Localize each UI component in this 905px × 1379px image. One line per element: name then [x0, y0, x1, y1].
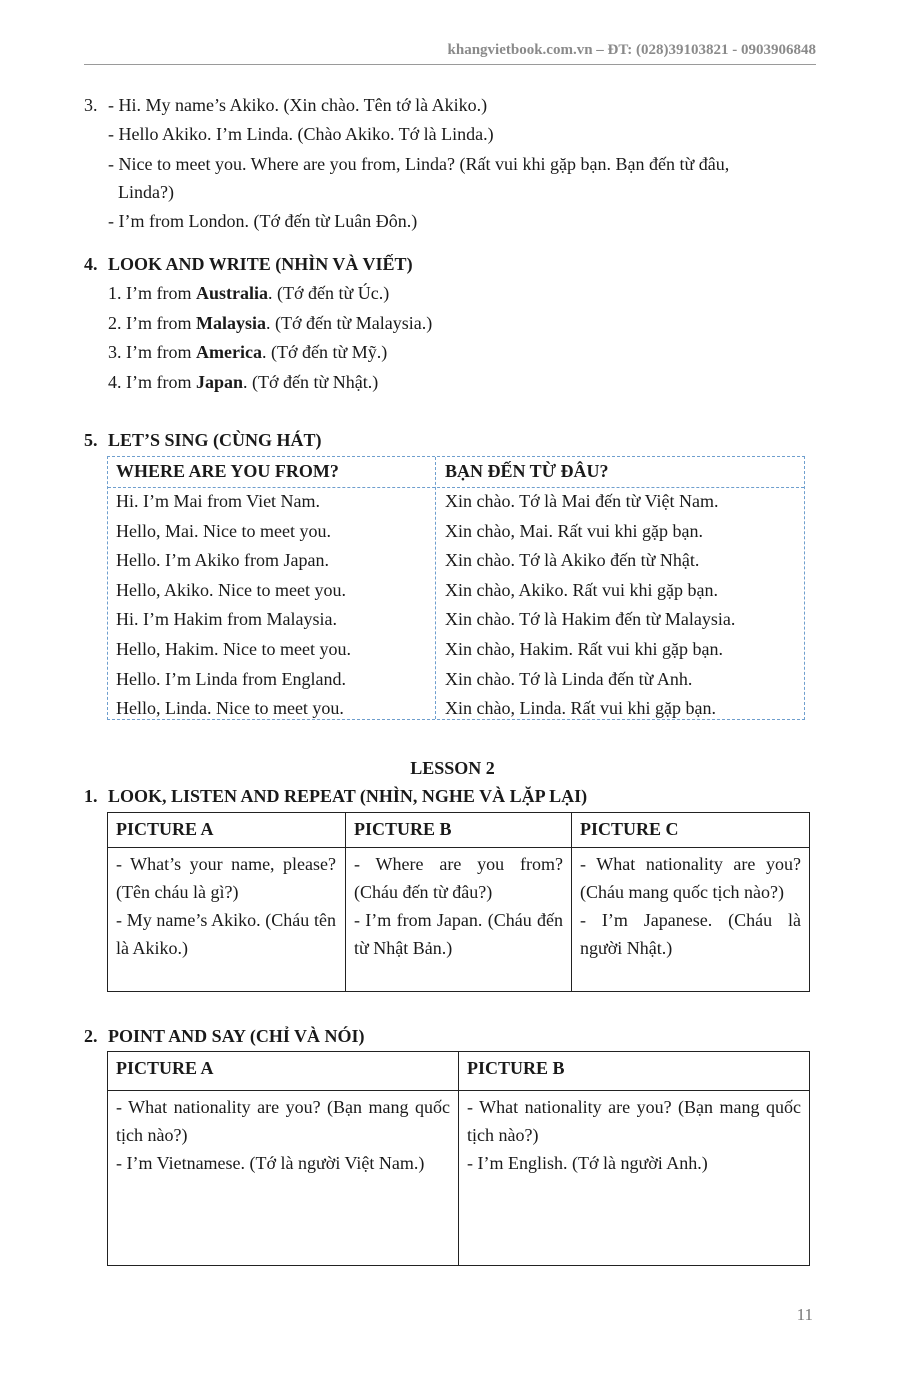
section-number: 1. — [84, 786, 98, 806]
song-line-vi: Xin chào. Tớ là Mai đến từ Việt Nam. — [445, 491, 719, 511]
song-header-vi: BẠN ĐẾN TỪ ĐÂU? — [445, 461, 609, 481]
picture-b-dialogue: - What nationality are you? (Bạn mang quốc tịch nào?) - I’m English. (Tớ là người Anh.) — [467, 1097, 801, 1173]
section-5-heading — [84, 430, 322, 451]
dialogue-line: - Hello Akiko. I’m Linda. (Chào Akiko. Tớ là Linda.) — [108, 124, 494, 144]
section-title: LET’S SING (CÙNG HÁT) — [108, 430, 322, 450]
section-title: POINT AND SAY (CHỈ VÀ NÓI) — [108, 1026, 365, 1046]
song-line-vi: Xin chào, Akiko. Rất vui khi gặp bạn. — [445, 580, 718, 600]
section-number: 4. — [84, 254, 98, 274]
header-site-info: khangvietbook.com.vn – ĐT: (028)39103821 - 0903906848 — [447, 42, 816, 58]
lesson-title: LESSON 2 — [410, 758, 495, 778]
section-number: 2. — [84, 1026, 98, 1046]
picture-c-dialogue: - What nationality are you? (Cháu mang quốc tịch nào?) - I’m Japanese. (Cháu là người Nhật.) — [580, 854, 801, 958]
lesson2-section-1-heading — [84, 786, 587, 807]
section-title: LOOK AND WRITE (NHÌN VÀ VIẾT) — [108, 254, 413, 274]
picture-table-1 — [107, 812, 810, 992]
answer-item: 3. I’m from America. (Tớ đến từ Mỹ.) — [108, 342, 388, 362]
section-title: LOOK, LISTEN AND REPEAT (NHÌN, NGHE VÀ LẶP LẠI) — [108, 786, 588, 806]
dialogue-line: Linda?) — [118, 182, 174, 202]
picture-b-header: PICTURE B — [354, 819, 452, 839]
answer-item: 4. I’m from Japan. (Tớ đến từ Nhật.) — [108, 372, 379, 392]
dialogue-line: - I’m from London. (Tớ đến từ Luân Đôn.) — [108, 211, 418, 231]
page-header — [84, 40, 816, 65]
song-line-en: Hello, Linda. Nice to meet you. — [116, 698, 344, 718]
song-line-vi: Xin chào. Tớ là Hakim đến từ Malaysia. — [445, 609, 736, 629]
song-line-vi: Xin chào. Tớ là Akiko đến từ Nhật. — [445, 550, 700, 570]
lesson2-section-2-heading — [84, 1026, 365, 1047]
song-line-en: Hello, Akiko. Nice to meet you. — [116, 580, 346, 600]
section-4-heading — [84, 254, 413, 275]
song-line-vi: Xin chào, Hakim. Rất vui khi gặp bạn. — [445, 639, 723, 659]
dialogue-line: - Hi. My name’s Akiko. (Xin chào. Tên tớ là Akiko.) — [108, 95, 488, 115]
picture-c-header: PICTURE C — [580, 819, 679, 839]
song-line-en: Hi. I’m Hakim from Malaysia. — [116, 609, 337, 629]
picture-a-dialogue: - What’s your name, please? (Tên cháu là gì?) - My name’s Akiko. (Cháu tên là Akiko.) — [116, 854, 336, 958]
song-line-en: Hi. I’m Mai from Viet Nam. — [116, 491, 321, 511]
picture-table-2 — [107, 1051, 810, 1266]
song-line-en: Hello, Mai. Nice to meet you. — [116, 521, 331, 541]
answer-item: 1. I’m from Australia. (Tớ đến từ Úc.) — [108, 283, 390, 303]
song-header-en: WHERE ARE YOU FROM? — [116, 461, 339, 481]
song-line-en: Hello. I’m Akiko from Japan. — [116, 550, 329, 570]
song-line-vi: Xin chào, Linda. Rất vui khi gặp bạn. — [445, 698, 716, 718]
song-line-en: Hello, Hakim. Nice to meet you. — [116, 639, 351, 659]
section-number: 5. — [84, 430, 98, 450]
song-line-vi: Xin chào. Tớ là Linda đến từ Anh. — [445, 669, 693, 689]
song-table — [107, 456, 805, 720]
page-number: 11 — [796, 1305, 813, 1324]
picture-a-header: PICTURE A — [116, 819, 214, 839]
song-line-vi: Xin chào, Mai. Rất vui khi gặp bạn. — [445, 521, 703, 541]
song-line-en: Hello. I’m Linda from England. — [116, 669, 346, 689]
picture-a-header: PICTURE A — [116, 1058, 214, 1078]
picture-b-dialogue: - Where are you from? (Cháu đến từ đâu?) - I’m from Japan. (Cháu đến từ Nhật Bản.) — [354, 854, 563, 958]
dialogue-line: - Nice to meet you. Where are you from, Linda? (Rất vui khi gặp bạn. Bạn đến từ đâu, — [108, 154, 730, 174]
picture-b-header: PICTURE B — [467, 1058, 565, 1078]
picture-a-dialogue: - What nationality are you? (Bạn mang quốc tịch nào?) - I’m Vietnamese. (Tớ là người Việt Nam.) — [116, 1097, 450, 1173]
answer-item: 2. I’m from Malaysia. (Tớ đến từ Malaysia.) — [108, 313, 433, 333]
dialogue-number: 3. — [84, 95, 98, 115]
